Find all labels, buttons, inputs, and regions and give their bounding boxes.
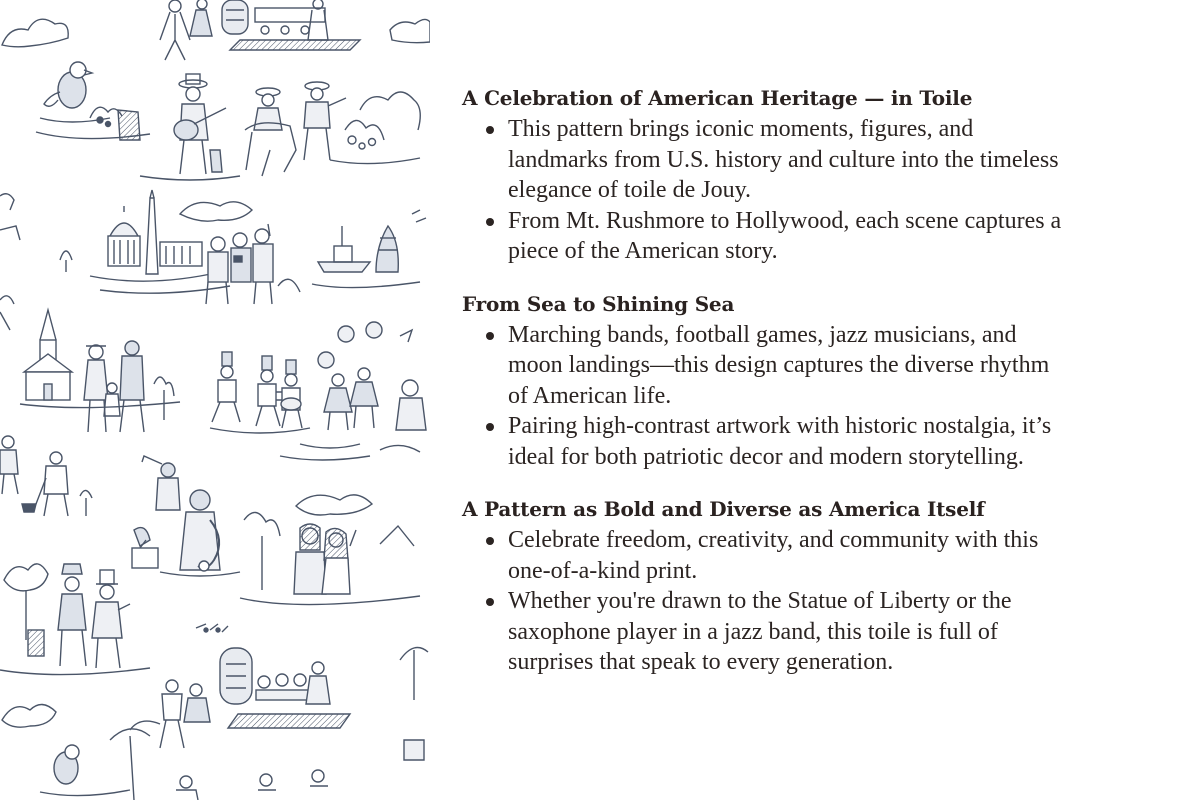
section-heading: A Celebration of American Heritage — in Toile [462, 86, 973, 110]
list-item [508, 525, 1068, 586]
list-item [508, 586, 1068, 678]
list-item [508, 320, 1068, 412]
list-item [508, 206, 1068, 267]
bullet-dot [486, 218, 494, 226]
uncle-sam-scene [0, 564, 150, 675]
list-item-text: This pattern brings iconic moments, figures, and landmarks from U.S. history and culture into the timeless elegance of toile de Jouy. [508, 116, 1059, 203]
list-item-text: Pairing high-contrast artwork with historic nostalgia, it’s ideal for both patriotic decor and modern storytelling. [508, 413, 1052, 470]
bullet-dot [486, 537, 494, 545]
list-item [508, 114, 1068, 206]
toile-pattern-illustration [0, 0, 430, 800]
hippie-couple-scene [240, 495, 420, 605]
cloud-top-left [2, 19, 430, 47]
marching-band-scene [210, 352, 310, 433]
list-item-text: Celebrate freedom, creativity, and community with this one-of-a-kind print. [508, 527, 1039, 584]
cheerleaders-scene [280, 322, 426, 460]
eagle-scene [36, 62, 150, 140]
description-panel [462, 83, 1162, 700]
bullet-list [462, 320, 1162, 473]
list-item-text: Marching bands, football games, jazz musicians, and moon landings—this design captures the diverse rhythm of American life. [508, 321, 1050, 409]
jazz-scene [132, 456, 240, 576]
section-heritage [462, 83, 1162, 267]
sailboat-scene [312, 210, 426, 288]
toile-pattern-svg [0, 0, 430, 800]
left-edge-fragments [0, 194, 20, 330]
church-family-scene [20, 310, 180, 432]
jukebox-diner-top [160, 0, 360, 60]
list-item-text: Whether you're drawn to the Statue of Liberty or the saxophone player in a jazz band, this toile is full of surprises that speak to every generation. [508, 588, 1012, 675]
list-item [508, 411, 1068, 472]
section-heading: A Pattern as Bold and Diverse as America Itself [462, 497, 985, 521]
bullet-dot [486, 423, 494, 431]
section-bold-diverse [462, 494, 1162, 678]
cowgirl-scene [245, 82, 420, 176]
bullet-dot [486, 332, 494, 340]
bottom-row-scenes [2, 648, 428, 800]
list-item-text: From Mt. Rushmore to Hollywood, each scene captures a piece of the American story. [508, 207, 1062, 264]
bullet-dot [486, 598, 494, 606]
bullet-dot [486, 126, 494, 134]
bullet-list [462, 114, 1162, 267]
tourists-scene [206, 224, 300, 304]
walkers-scene [0, 436, 92, 516]
bullet-list [462, 525, 1162, 678]
section-heading: From Sea to Shining Sea [462, 291, 735, 316]
section-sea-to-sea [462, 289, 1162, 473]
jukebox-diner-scene [160, 624, 350, 748]
guitarist-scene [140, 74, 240, 180]
